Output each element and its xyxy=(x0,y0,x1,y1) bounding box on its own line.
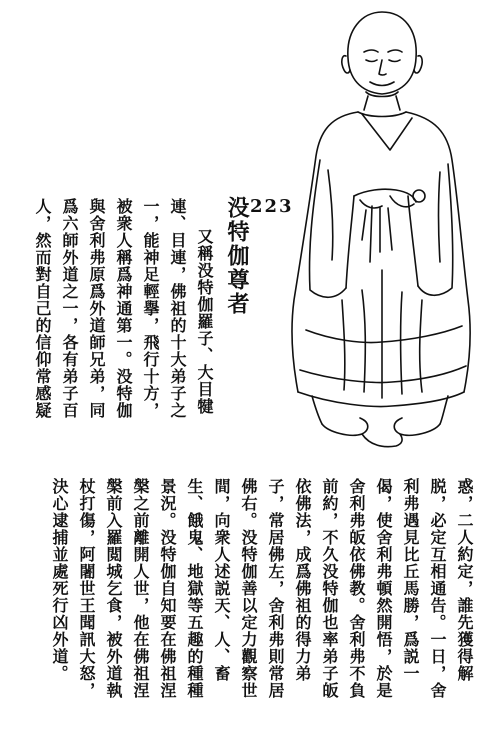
lower-text-column: 偈，使舍利弗頓然開悟，於是 xyxy=(374,478,393,699)
upper-text-column: 又稱没特伽羅子、大目犍 xyxy=(195,228,214,415)
upper-text-column: 連、目連，佛祖的十大弟子之 xyxy=(168,198,187,419)
upper-text-column: 與舍利弗原爲外道師兄弟，同 xyxy=(87,198,106,419)
lower-text-column: 惑，二人約定，誰先獲得解 xyxy=(455,478,474,682)
lower-text-column: 生、餓鬼、地獄等五趣的種種 xyxy=(185,478,204,699)
entry-number: 223 xyxy=(250,196,294,217)
lower-text-column: 子，常居佛左，舍利弗則常居 xyxy=(266,478,285,699)
lower-text-column: 決心逮捕並處死行凶外道。 xyxy=(50,478,69,682)
lower-text-column: 槃之前離開人世，他在佛祖涅 xyxy=(131,478,150,699)
entry-name: 没特伽尊者 xyxy=(224,196,250,316)
lower-text-column: 佛右。没特伽善以定力觀察世 xyxy=(239,478,258,699)
upper-text-column: 一，能神足輕擧，飛行十方， xyxy=(141,198,160,419)
entry-title xyxy=(224,196,294,316)
lower-text-column: 槃前入羅閲城乞食，被外道執 xyxy=(104,478,123,699)
lower-text-column: 景況。没特伽自知要在佛祖涅 xyxy=(158,478,177,699)
upper-text-column: 爲六師外道之一，各有弟子百 xyxy=(60,198,79,419)
lower-text-column: 利弗遇見比丘馬勝，爲説一 xyxy=(401,478,420,682)
lower-text-column: 脱，必定互相通告。一日，舍 xyxy=(428,478,447,699)
lower-text-column: 前約，不久没特伽也率弟子皈 xyxy=(320,478,339,699)
upper-text-column: 被衆人稱爲神通第一。没特伽 xyxy=(114,198,133,419)
lower-text-column: 杖打傷，阿闍世王聞訊大怒， xyxy=(77,478,96,699)
monk-illustration xyxy=(262,0,500,470)
lower-text-column: 依佛法，成爲佛祖的得力弟 xyxy=(293,478,312,682)
lower-text-column: 舍利弗皈依佛教。舍利弗不負 xyxy=(347,478,366,699)
lower-text-column: 間，向衆人述説天、人、畜 xyxy=(212,478,231,682)
upper-text-column: 人，然而對自己的信仰常感疑 xyxy=(33,198,52,419)
